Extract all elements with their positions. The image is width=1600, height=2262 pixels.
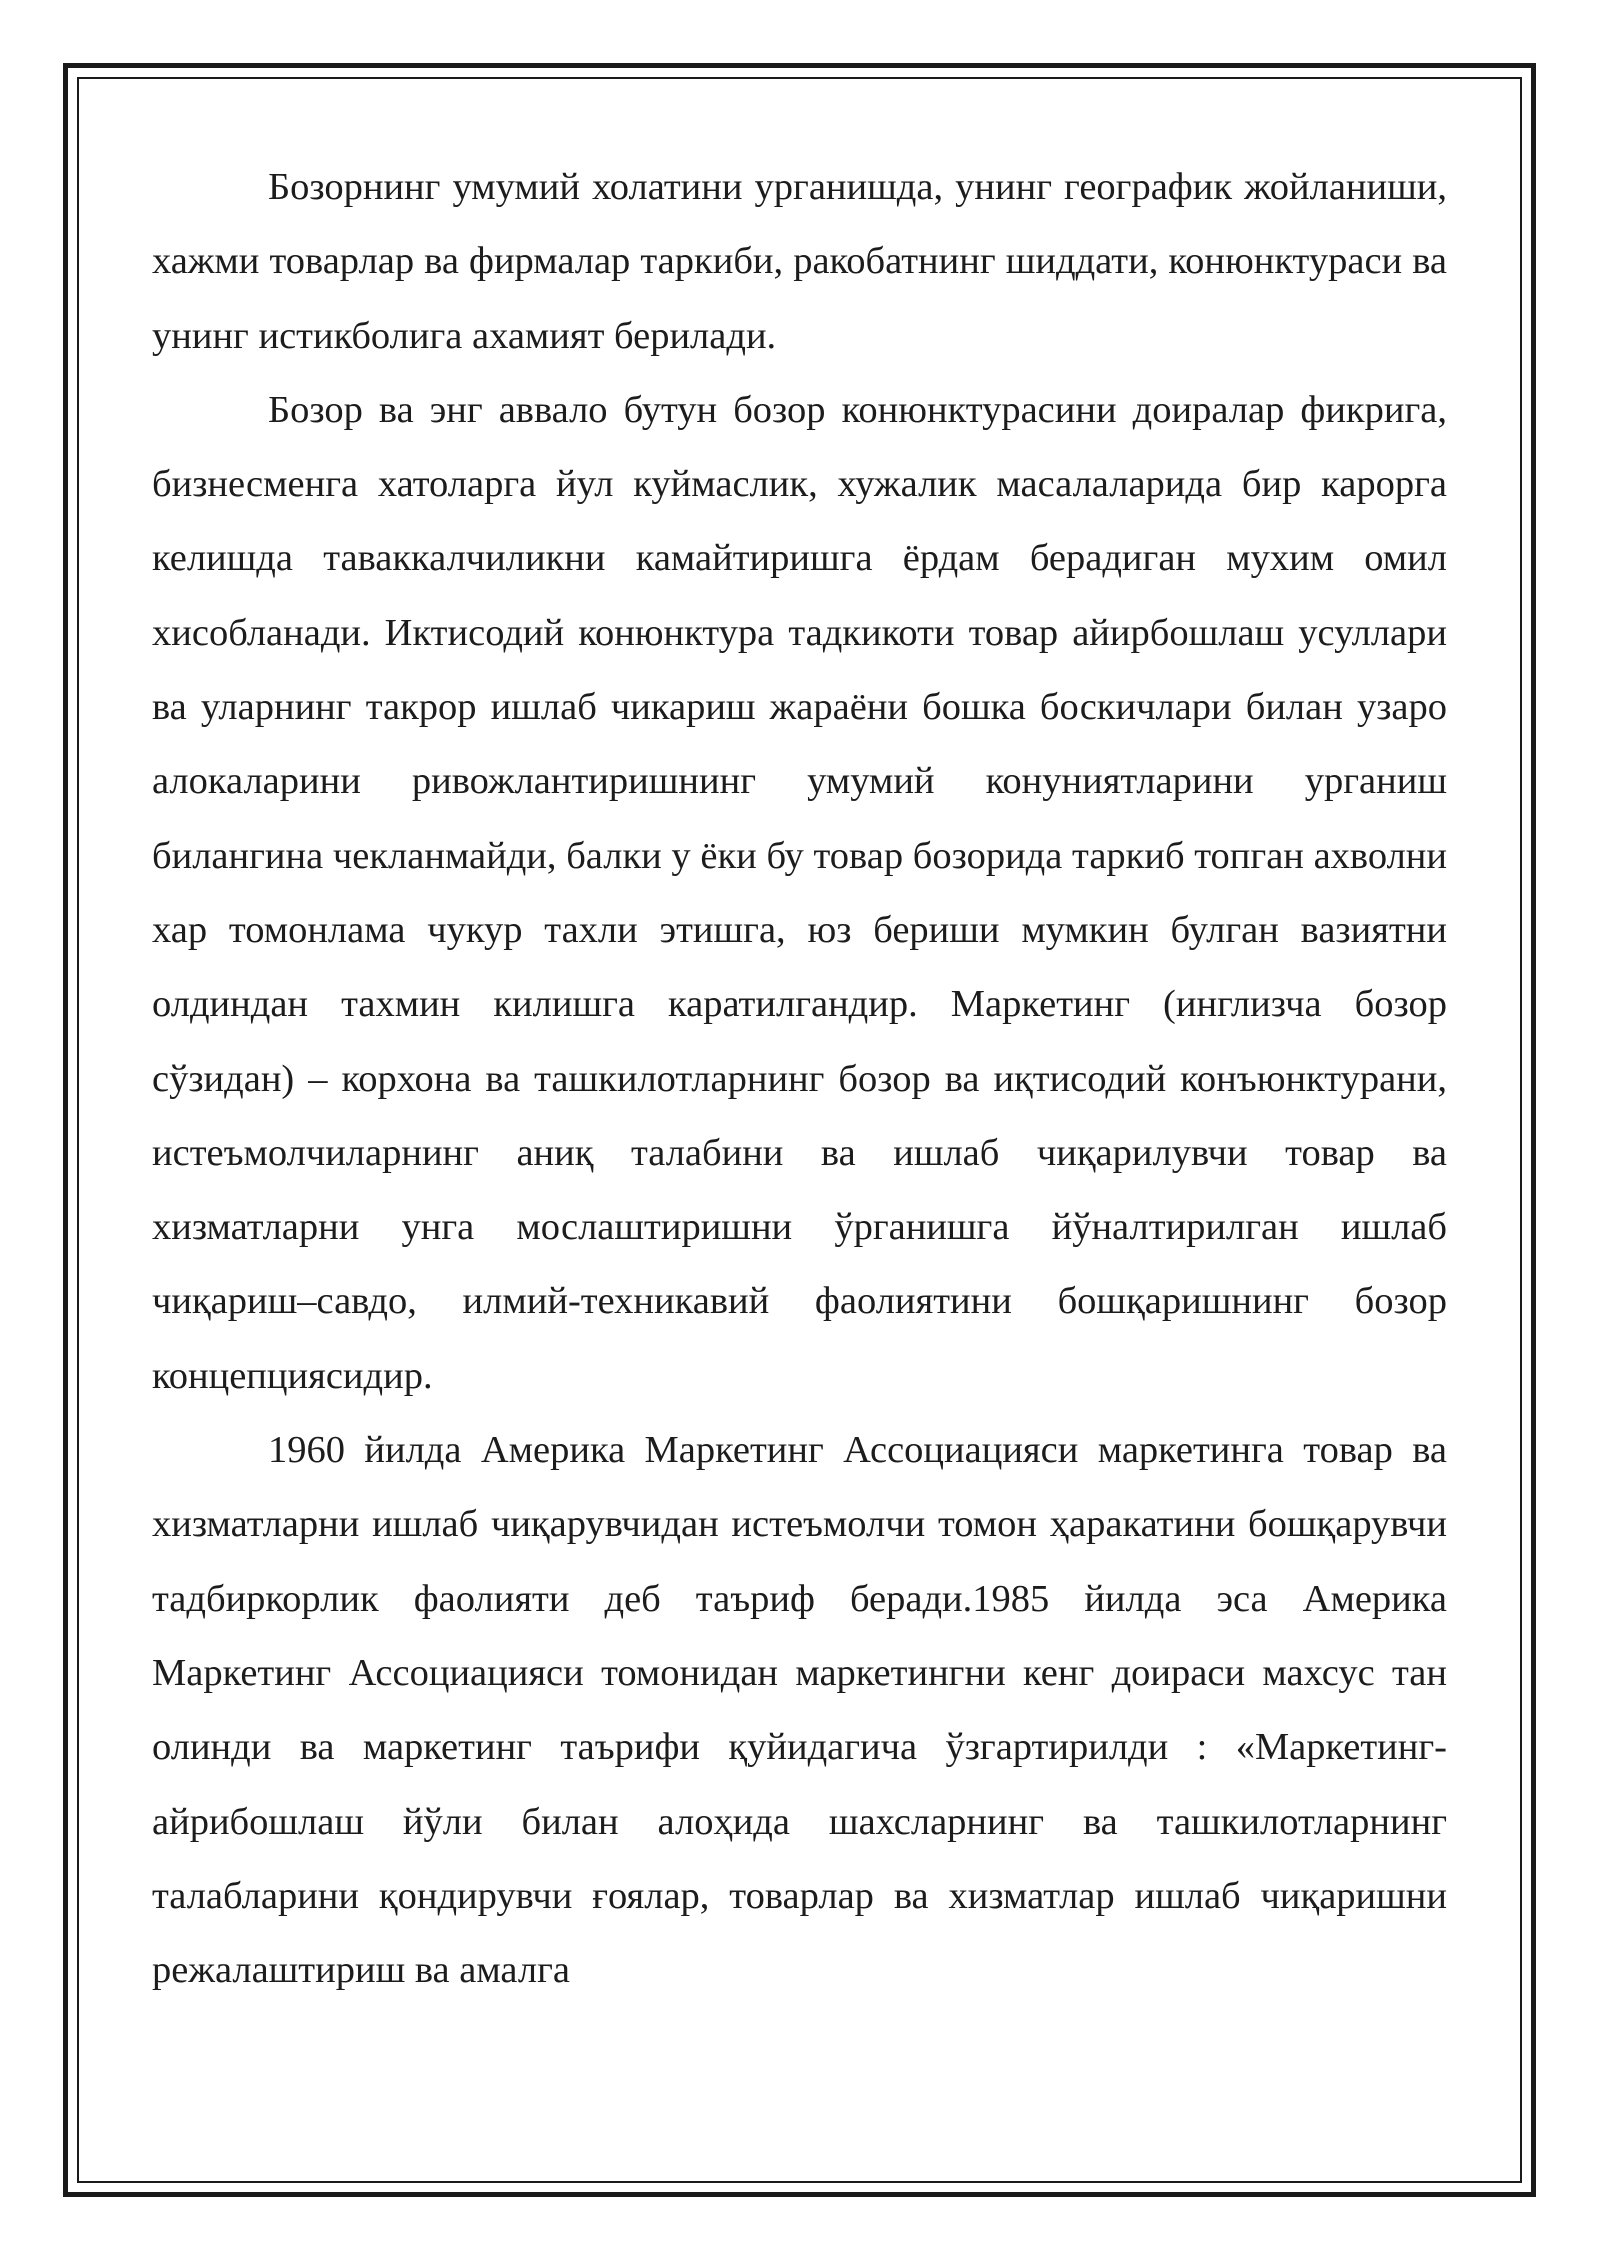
paragraph-1: Бозорнинг умумий холатини урганишда, унинг географик жойланиши, хажми товарлар ва фирмалар таркиби, ракобатнинг шиддати, конюнктураси ва унинг истикболига ахамият берилади. — [152, 166, 1447, 357]
document-body — [152, 150, 1447, 2007]
paragraph-3: 1960 йилда Америка Маркетинг Ассоциацияси маркетинга товар ва хизматларни ишлаб чиқарувчидан истеъмолчи томон ҳаракатини бошқарувчи тадбиркорлик фаолияти деб таъриф беради.1985 йилда эса Америка Маркетинг Ассоциацияси томонидан маркетингни кенг доираси махсус тан олинди ва маркетинг таърифи қуйидагича ўзгартирилди : «Маркетинг-айрибошлаш йўли билан алоҳида шахсларнинг ва ташкилотларнинг талабларини қондирувчи ғоялар, товарлар ва хизматлар ишлаб чиқаришни режалаштириш ва амалга — [152, 1429, 1447, 1992]
paragraph-2: Бозор ва энг аввало бутун бозор конюнктурасини доиралар фикрига, бизнесменга хатоларга йул куймаслик, хужалик масалаларида бир карорга келишда таваккалчиликни камайтиришга ёрдам берадиган мухим омил хисобланади. Иктисодий конюнктура тадкикоти товар айирбошлаш усуллари ва уларнинг такрор ишлаб чикариш жараёни бошка боскичлари билан узаро алокаларини ривожлантиришнинг умумий конуниятларини урганиш билангина чекланмайди, балки у ёки бу товар бозорида таркиб топган ахволни хар томонлама чукур тахли этишга, юз бериши мумкин булган вазиятни олдиндан тахмин килишга каратилгандир. Маркетинг (инглизча бозор сўзидан) – корхона ва ташкилотларнинг бозор ва иқтисодий конъюнктурани, истеъмолчиларнинг аниқ талабини ва ишлаб чиқарилувчи товар ва хизматларни унга мослаштиришни ўрганишга йўналтирилган ишлаб чиқариш–савдо, илмий-техникавий фаолиятини бошқаришнинг бозор концепциясидир. — [152, 388, 1447, 1397]
